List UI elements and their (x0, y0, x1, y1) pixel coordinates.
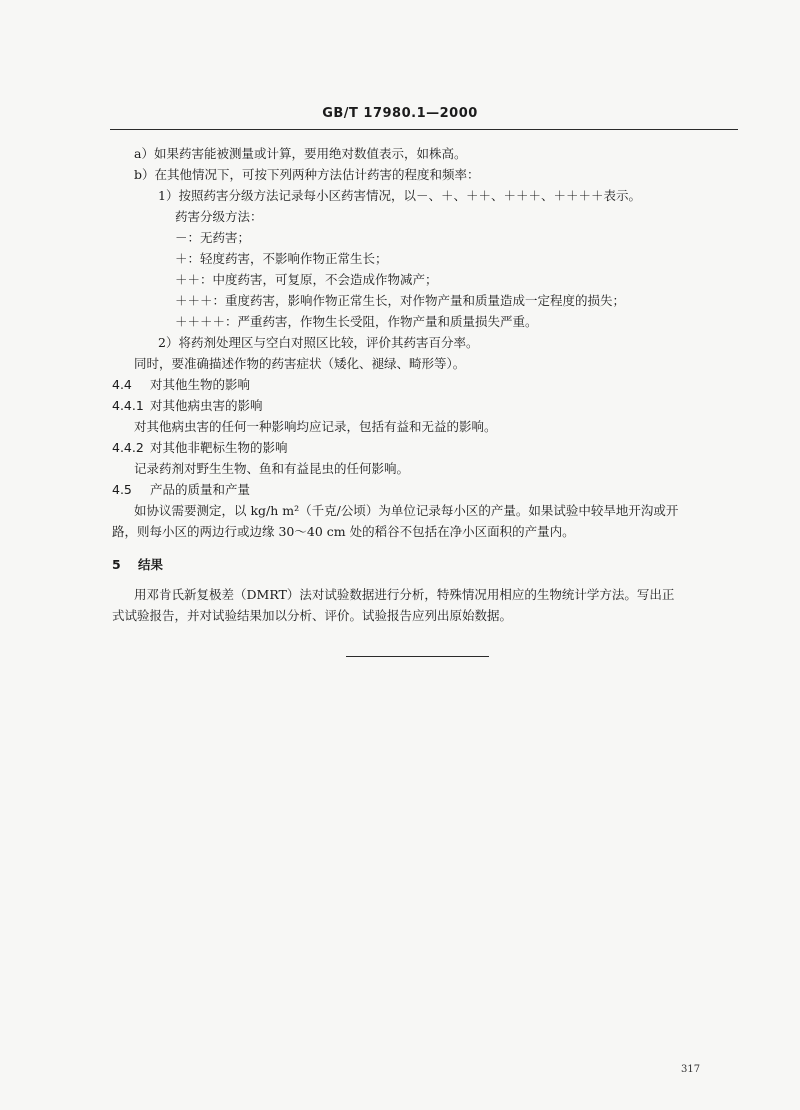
grade-moderate: ＋＋：中度药害，可复原，不会造成作物减产； (175, 272, 438, 287)
end-rule (346, 656, 489, 657)
item-a: a）如果药害能被测量或计算，要用绝对数值表示，如株高。 (134, 146, 467, 161)
header-rule (110, 129, 738, 130)
page-number: 317 (681, 1064, 701, 1075)
section-title: 对其他病虫害的影响 (150, 398, 263, 413)
grade-light: ＋：轻度药害，不影响作物正常生长； (175, 251, 388, 266)
section-4-4-1-text: 对其他病虫害的任何一种影响均应记录，包括有益和无益的影响。 (134, 419, 497, 434)
grade-none: －：无药害； (175, 230, 251, 245)
section-4-5-heading (112, 481, 250, 499)
section-number: 4.4 (112, 377, 132, 392)
section-4-5-text-1: 如协议需要测定，以 kg/h m²（千克/公顷）为单位记录每小区的产量。如果试验中较旱地开沟或开 (134, 503, 679, 518)
section-4-4-heading (112, 376, 250, 394)
section-4-4-2-text: 记录药剂对野生生物、鱼和有益昆虫的任何影响。 (134, 461, 410, 476)
section-number: 5 (112, 557, 121, 572)
symptom-note: 同时，要准确描述作物的药害症状（矮化、褪绿、畸形等）。 (134, 356, 466, 371)
section-4-4-1-heading (112, 397, 263, 415)
section-title: 对其他非靶标生物的影响 (150, 440, 288, 455)
section-number: 4.4.1 (112, 398, 144, 413)
section-number: 4.5 (112, 482, 132, 497)
section-4-4-2-heading (112, 439, 288, 457)
subitem-2: 2）将药剂处理区与空白对照区比较，评价其药害百分率。 (158, 335, 479, 350)
item-b: b）在其他情况下，可按下列两种方法估计药害的程度和频率： (134, 167, 480, 182)
section-number: 4.4.2 (112, 440, 144, 455)
section-5-text-2: 式试验报告，并对试验结果加以分析、评价。试验报告应列出原始数据。 (112, 608, 513, 623)
section-title: 产品的质量和产量 (150, 482, 251, 497)
section-5-text-1: 用邓肯氏新复极差（DMRT）法对试验数据进行分析，特殊情况用相应的生物统计学方法。写出正 (134, 587, 675, 602)
section-4-5-text-2: 路，则每小区的两边行或边缘 30～40 cm 处的稻谷不包括在净小区面积的产量内。 (112, 524, 575, 539)
section-5-heading (112, 556, 163, 574)
grading-method-label: 药害分级方法： (175, 209, 263, 224)
section-title: 结果 (138, 557, 164, 572)
section-title: 对其他生物的影响 (150, 377, 251, 392)
grade-severe: ＋＋＋＋：严重药害，作物生长受阻，作物产量和质量损失严重。 (175, 314, 538, 329)
subitem-1: 1）按照药害分级方法记录每小区药害情况，以－、＋、＋＋、＋＋＋、＋＋＋＋表示。 (158, 188, 641, 203)
grade-heavy: ＋＋＋：重度药害，影响作物正常生长，对作物产量和质量造成一定程度的损失； (175, 293, 626, 308)
standard-code-header: GB/T 17980.1—2000 (322, 106, 478, 121)
